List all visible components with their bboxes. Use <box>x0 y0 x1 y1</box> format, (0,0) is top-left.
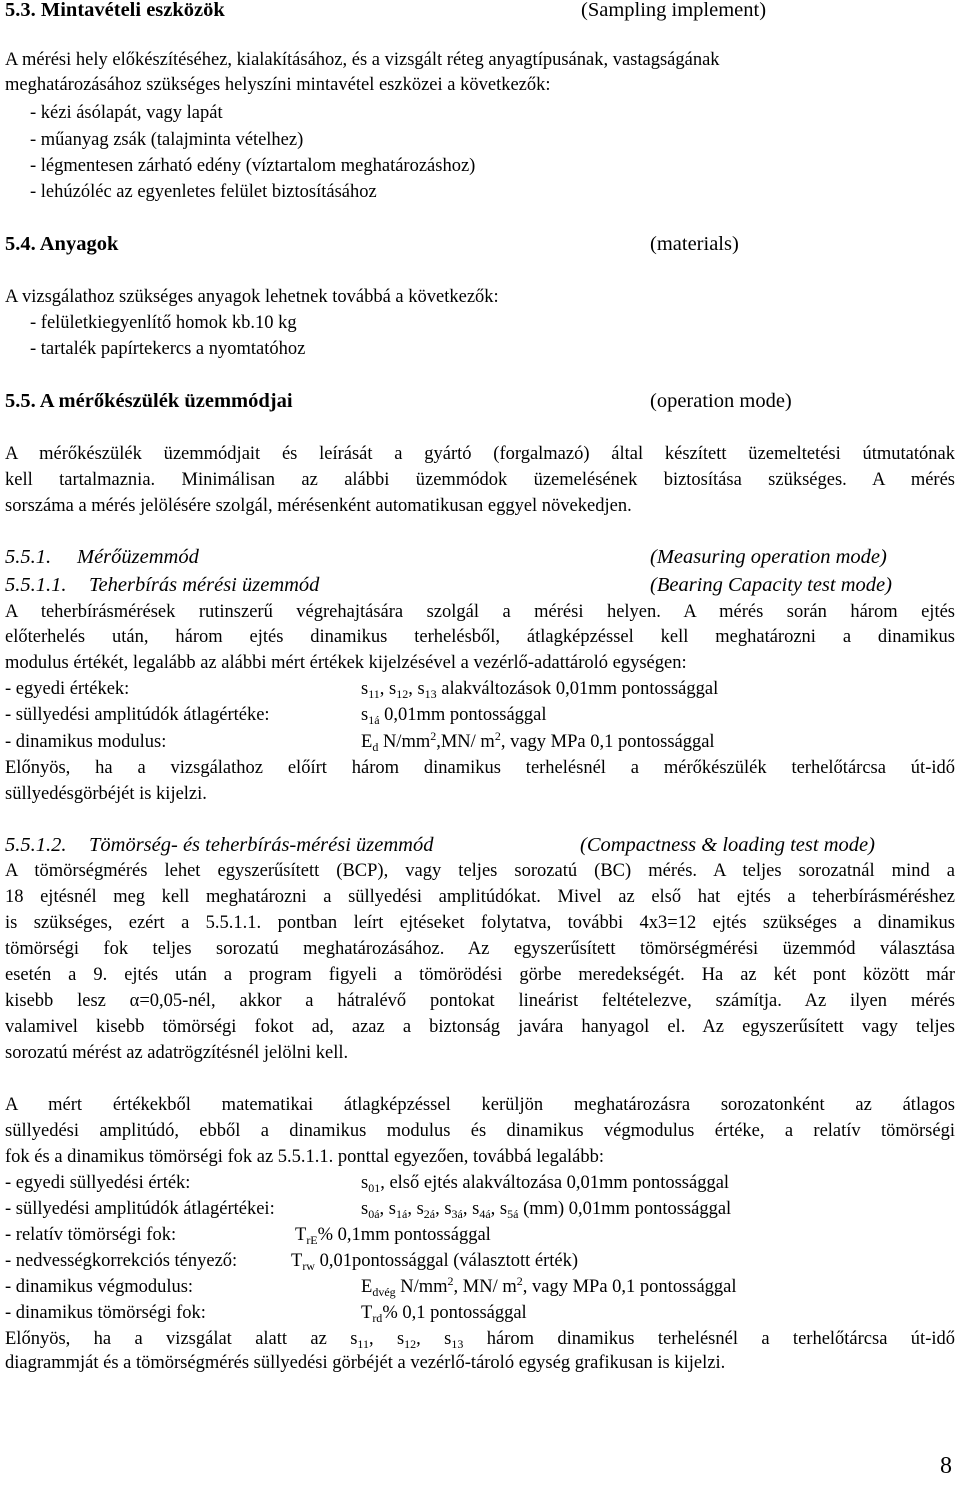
paragraph-line: A teherbírásmérések rutinszerű végrehajtására szolgál a mérési helyen. A mérés során három ejtés <box>5 602 955 622</box>
subsection-title: Tömörség- és teherbírás-mérési üzemmód <box>89 834 434 856</box>
subsection-heading-5-5-1 <box>5 545 955 569</box>
paragraph-line: Előnyös, ha a vizsgálathoz előírt három dinamikus terhelésnél a mérőkészülék terhelőtárcsa út-idő <box>5 758 955 778</box>
section-english-title: (materials) <box>650 233 739 255</box>
paragraph-line: sorszáma a mérés jelölésére szolgál, mérésenként automatikusan eggyel növekedjen. <box>5 496 632 516</box>
value-label: - relatív tömörségi fok: <box>5 1225 177 1245</box>
value-spec: $s_{01}$, első ejtés alakváltozása 0,01mm pontossággal <box>361 1173 730 1195</box>
list-item: - tartalék papírtekercs a nyomtatóhoz <box>30 339 306 359</box>
list-item: - lehúzóléc az egyenletes felület biztosításához <box>30 182 377 202</box>
value-label: - dinamikus tömörségi fok: <box>5 1303 206 1323</box>
value-row <box>5 730 955 754</box>
subsection-heading-5-5-1-1 <box>5 573 955 597</box>
subsection-english-title: (Measuring operation mode) <box>650 546 887 568</box>
paragraph-line: valamivel kisebb tömörségi fokot ad, azaz a biztonság javára hanyagol el. Az egyszerűsített vagy teljes <box>5 1017 955 1037</box>
paragraph-line: modulus értékét, legalább az alábbi mért értékek kijelzésével a vezérlő-adattároló egységen: <box>5 653 687 673</box>
section-english-title: (Sampling implement) <box>581 0 767 21</box>
value-label: - egyedi süllyedési érték: <box>5 1173 191 1193</box>
list-item: - felületkiegyenlítő homok kb.10 kg <box>30 313 297 333</box>
paragraph-line: A tömörségmérés lehet egyszerűsített (BCP), vagy teljes sorozatú (BC) mérés. A teljes sorozatnál mind a <box>5 861 955 881</box>
list-item: - légmentesen zárható edény (víztartalom meghatározáshoz) <box>30 156 476 176</box>
paragraph-line: Előnyös, ha a vizsgálat alatt az $s_{11}$, $s_{12}$, $s_{13}$ három dinamikus terhelésnél a terhelőtárcsa út-idő <box>5 1329 955 1351</box>
paragraph-line: diagrammját és a tömörségmérés süllyedési görbéjét a vezérlő-tároló egység grafikusan is kijelzi. <box>5 1353 726 1373</box>
value-spec: $E_d$ $N/mm^2,MN/$ $m^2$, vagy MPa 0,1 pontossággal <box>361 729 715 754</box>
paragraph-line: kisebb lesz α=0,05-nél, akkor a hátralévő pontokat lineárist feltételezve, számítja. Az ilyen mérés <box>5 991 955 1011</box>
value-label: - süllyedési amplitúdók átlagértéke: <box>5 705 270 725</box>
value-row <box>5 703 955 727</box>
value-spec: $T_{rE}\%$ 0,1mm pontossággal <box>295 1225 491 1247</box>
paragraph-line: is szükséges, ezért a 5.5.1.1. pontban leírt ejtéseket folytatva, további 4x3=12 ejtés szükséges a dinamikus <box>5 913 955 933</box>
value-spec: $T_{rw}$ 0,01pontossággal (választott érték) <box>291 1251 579 1273</box>
value-spec: $s_{0á}$, $s_{1á}$, $s_{2á}$, $s_{3á}$, $s_{4á}$, $s_{5á}$ (mm) 0,01mm pontossággal <box>361 1199 732 1221</box>
paragraph-line: 18 ejtésnél meg kell meghatározni a süllyedési amplitúdókat. Mivel az első hat ejtés a teherbírásméréshez <box>5 887 955 907</box>
section-heading-5-5 <box>5 389 955 413</box>
value-label: - süllyedési amplitúdók átlagértékei: <box>5 1199 275 1219</box>
subsection-english-title: (Compactness & loading test mode) <box>580 834 875 856</box>
subsection-number: 5.5.1.2. <box>5 834 67 856</box>
paragraph-line: tömörségi fok teljes sorozatú meghatározásához. Az egyszerűsített tömörségmérési üzemmód választása <box>5 939 955 959</box>
value-row <box>5 1275 955 1299</box>
section-heading-5-3 <box>5 0 955 22</box>
paragraph-line: kell tartalmaznia. Minimálisan az alábbi üzemmódok üzemelésének biztosítása szükséges. A mérés <box>5 470 955 490</box>
value-row <box>5 677 955 701</box>
section-title: 5.3. Mintavételi eszközök <box>5 0 225 21</box>
subsection-number: 5.5.1. <box>5 546 52 568</box>
paragraph-line: meghatározásához szükséges helyszíni mintavétel eszközei a következők: <box>5 75 551 95</box>
value-row <box>5 1301 955 1325</box>
paragraph-line: süllyedésgörbéjét is kijelzi. <box>5 784 207 804</box>
paragraph-line: A mérési hely előkészítéséhez, kialakításához, és a vizsgált réteg anyagtípusának, vastagságának <box>5 50 720 70</box>
paragraph-line: előterhelés után, három ejtés dinamikus terhelésből, átlagképzéssel kell meghatározni a dinamikus <box>5 627 955 647</box>
value-spec: $T_{rd}\%$ 0,1 pontossággal <box>361 1303 527 1325</box>
paragraph-line: A mért értékekből matematikai átlagképzéssel kerüljön meghatározásra sorozatonként az átlagos <box>5 1095 955 1115</box>
subsection-title: Teherbírás mérési üzemmód <box>89 574 320 596</box>
value-row <box>5 1249 955 1273</box>
section-title: 5.4. Anyagok <box>5 233 119 255</box>
value-row <box>5 1171 955 1195</box>
section-title: 5.5. A mérőkészülék üzemmódjai <box>5 390 293 412</box>
paragraph-line: A mérőkészülék üzemmódjait és leírását a gyártó (forgalmazó) által készített üzemeltetési útmutatónak <box>5 444 955 464</box>
section-english-title: (operation mode) <box>650 390 792 412</box>
value-spec: $s_{11}$, $s_{12}$, $s_{13}$ alakváltozások 0,01mm pontossággal <box>361 679 719 701</box>
section-heading-5-4 <box>5 232 955 256</box>
list-item: - műanyag zsák (talajminta vételhez) <box>30 130 304 150</box>
value-label: - dinamikus modulus: <box>5 732 167 752</box>
paragraph-line: sorozatú mérést az adatrögzítésnél jelölni kell. <box>5 1043 349 1063</box>
value-spec: $E_{dvég}$ $N/mm^2$, MN/ $m^2$, vagy MPa 0,1 pontossággal <box>361 1274 737 1299</box>
subsection-heading-5-5-1-2 <box>5 833 955 857</box>
list-item: - kézi ásólapát, vagy lapát <box>30 103 223 123</box>
value-label: - dinamikus végmodulus: <box>5 1277 194 1297</box>
subsection-number: 5.5.1.1. <box>5 574 67 596</box>
paragraph-line: fok és a dinamikus tömörségi fok az 5.5.1.1. ponttal egyezően, továbbá legalább: <box>5 1147 605 1167</box>
paragraph-line: A vizsgálathoz szükséges anyagok lehetnek továbbá a következők: <box>5 287 499 307</box>
subsection-title: Mérőüzemmód <box>77 546 199 568</box>
page-number: 8 <box>940 1453 952 1479</box>
value-spec: $s_{1á}$ 0,01mm pontossággal <box>361 705 547 727</box>
paragraph-line: esetén a 9. ejtés után a program figyeli a tömörödési görbe meredekségét. Ha az két pont között már <box>5 965 955 985</box>
value-row <box>5 1197 955 1221</box>
value-row <box>5 1223 955 1247</box>
subsection-english-title: (Bearing Capacity test mode) <box>650 574 892 596</box>
paragraph-line: süllyedési amplitúdó, ebből a dinamikus modulus és dinamikus végmodulus értéke, a relatív tömörségi <box>5 1121 955 1141</box>
value-label: - nedvességkorrekciós tényező: <box>5 1251 238 1271</box>
value-label: - egyedi értékek: <box>5 679 130 699</box>
